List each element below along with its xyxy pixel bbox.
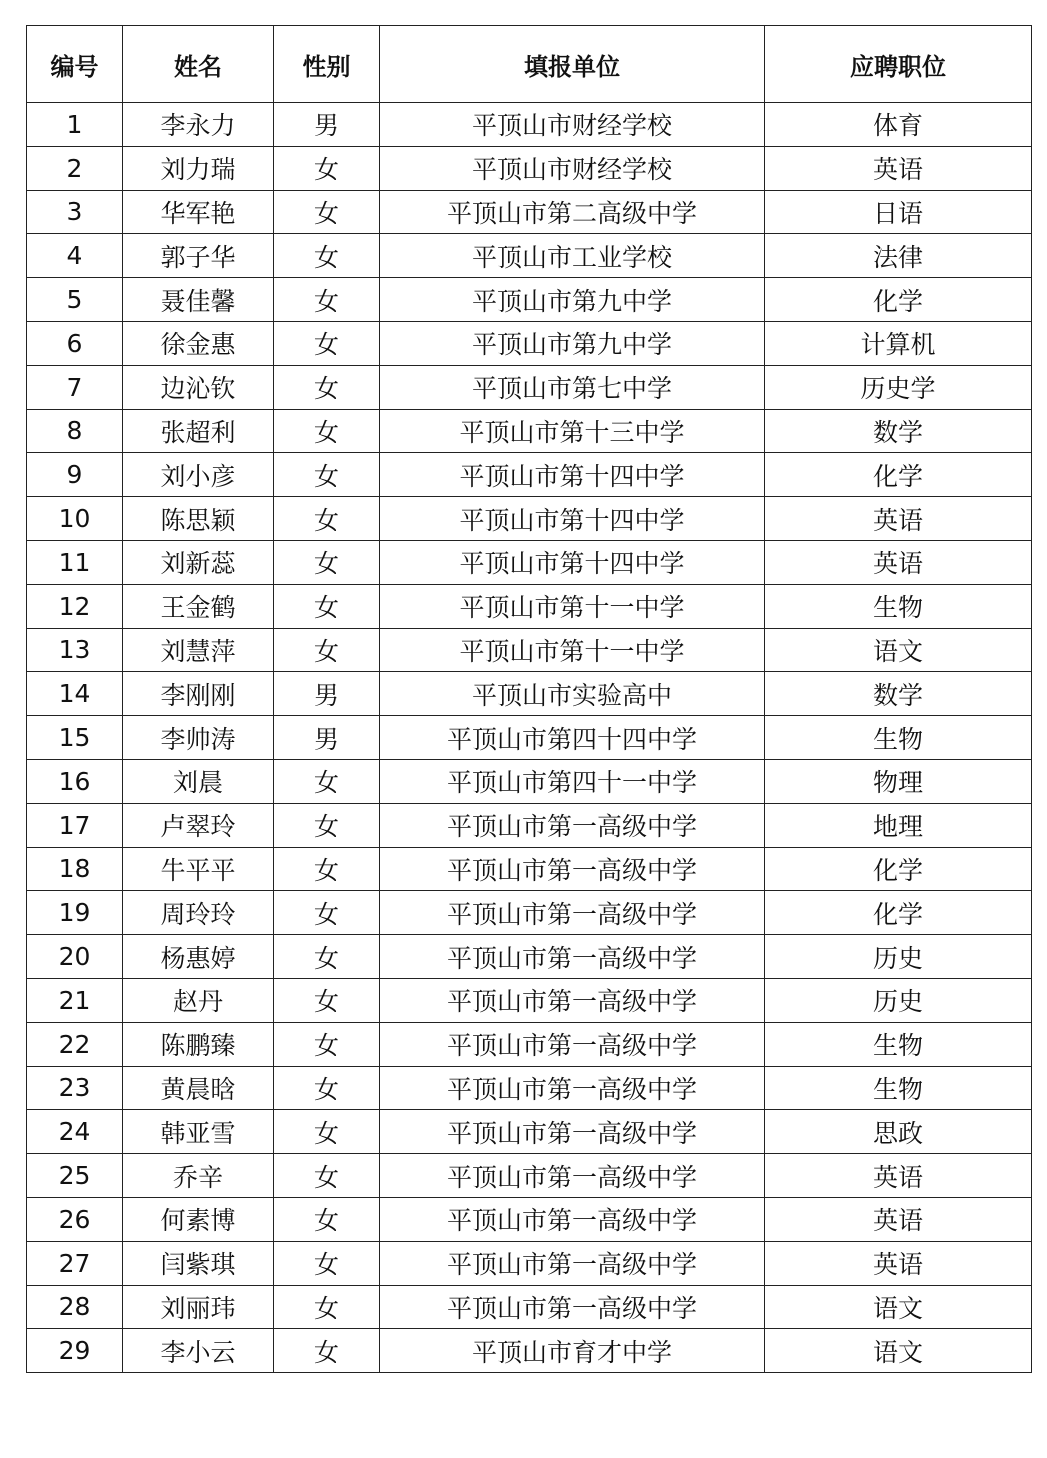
table-row (27, 759, 1032, 803)
table-row (27, 1022, 1032, 1066)
cell-gender: 女 (274, 321, 380, 365)
cell-number: 4 (27, 234, 123, 278)
cell-gender: 女 (274, 146, 380, 190)
cell-name: 张超利 (123, 409, 274, 453)
cell-position: 历史 (765, 935, 1032, 979)
cell-name: 李小云 (123, 1329, 274, 1373)
table-row (27, 540, 1032, 584)
cell-gender: 男 (274, 716, 380, 760)
cell-number: 24 (27, 1110, 123, 1154)
cell-name: 王金鹤 (123, 584, 274, 628)
header-number: 编号 (27, 26, 123, 103)
cell-name: 李帅涛 (123, 716, 274, 760)
table-row (27, 365, 1032, 409)
cell-number: 7 (27, 365, 123, 409)
cell-unit: 平顶山市第一高级中学 (380, 803, 765, 847)
cell-name: 郭子华 (123, 234, 274, 278)
cell-unit: 平顶山市第一高级中学 (380, 1241, 765, 1285)
table-row (27, 847, 1032, 891)
cell-number: 23 (27, 1066, 123, 1110)
cell-position: 化学 (765, 278, 1032, 322)
cell-name: 杨惠婷 (123, 935, 274, 979)
table-row (27, 453, 1032, 497)
cell-position: 生物 (765, 1066, 1032, 1110)
cell-gender: 女 (274, 278, 380, 322)
cell-unit: 平顶山市第一高级中学 (380, 891, 765, 935)
cell-position: 数学 (765, 409, 1032, 453)
cell-gender: 女 (274, 1022, 380, 1066)
cell-number: 10 (27, 497, 123, 541)
cell-position: 地理 (765, 803, 1032, 847)
table-row (27, 1241, 1032, 1285)
cell-number: 19 (27, 891, 123, 935)
cell-unit: 平顶山市财经学校 (380, 103, 765, 147)
table-row (27, 1066, 1032, 1110)
cell-unit: 平顶山市第一高级中学 (380, 1022, 765, 1066)
header-position: 应聘职位 (765, 26, 1032, 103)
cell-number: 22 (27, 1022, 123, 1066)
cell-gender: 女 (274, 1066, 380, 1110)
cell-position: 思政 (765, 1110, 1032, 1154)
table-row (27, 716, 1032, 760)
table-row (27, 1154, 1032, 1198)
cell-unit: 平顶山市第四十四中学 (380, 716, 765, 760)
cell-gender: 女 (274, 409, 380, 453)
cell-number: 1 (27, 103, 123, 147)
table-row (27, 278, 1032, 322)
cell-position: 化学 (765, 453, 1032, 497)
cell-gender: 女 (274, 1154, 380, 1198)
cell-position: 英语 (765, 1154, 1032, 1198)
cell-name: 乔辛 (123, 1154, 274, 1198)
cell-position: 英语 (765, 146, 1032, 190)
table-row (27, 1285, 1032, 1329)
cell-name: 黄晨晗 (123, 1066, 274, 1110)
table-body (27, 103, 1032, 1373)
cell-unit: 平顶山市财经学校 (380, 146, 765, 190)
table-row (27, 891, 1032, 935)
cell-name: 聂佳馨 (123, 278, 274, 322)
cell-number: 15 (27, 716, 123, 760)
cell-number: 11 (27, 540, 123, 584)
cell-unit: 平顶山市第十四中学 (380, 497, 765, 541)
cell-name: 刘力瑞 (123, 146, 274, 190)
cell-unit: 平顶山市第九中学 (380, 321, 765, 365)
cell-unit: 平顶山市第十四中学 (380, 540, 765, 584)
cell-position: 英语 (765, 497, 1032, 541)
cell-name: 刘慧萍 (123, 628, 274, 672)
table-row (27, 146, 1032, 190)
cell-gender: 女 (274, 628, 380, 672)
cell-name: 陈思颖 (123, 497, 274, 541)
cell-number: 8 (27, 409, 123, 453)
cell-number: 25 (27, 1154, 123, 1198)
cell-number: 18 (27, 847, 123, 891)
cell-name: 牛平平 (123, 847, 274, 891)
cell-name: 李永力 (123, 103, 274, 147)
cell-number: 26 (27, 1197, 123, 1241)
cell-gender: 男 (274, 103, 380, 147)
cell-name: 刘丽玮 (123, 1285, 274, 1329)
cell-position: 生物 (765, 1022, 1032, 1066)
cell-number: 13 (27, 628, 123, 672)
cell-unit: 平顶山市第一高级中学 (380, 1154, 765, 1198)
cell-number: 12 (27, 584, 123, 628)
cell-position: 物理 (765, 759, 1032, 803)
cell-name: 刘晨 (123, 759, 274, 803)
cell-gender: 女 (274, 803, 380, 847)
cell-gender: 女 (274, 978, 380, 1022)
cell-number: 21 (27, 978, 123, 1022)
cell-gender: 男 (274, 672, 380, 716)
cell-position: 化学 (765, 847, 1032, 891)
cell-gender: 女 (274, 497, 380, 541)
cell-name: 徐金惠 (123, 321, 274, 365)
cell-position: 历史学 (765, 365, 1032, 409)
cell-name: 边沁钦 (123, 365, 274, 409)
cell-name: 刘新蕊 (123, 540, 274, 584)
cell-name: 刘小彦 (123, 453, 274, 497)
cell-position: 历史 (765, 978, 1032, 1022)
cell-gender: 女 (274, 1285, 380, 1329)
cell-number: 28 (27, 1285, 123, 1329)
cell-unit: 平顶山市第四十一中学 (380, 759, 765, 803)
cell-position: 英语 (765, 1241, 1032, 1285)
cell-position: 语文 (765, 1329, 1032, 1373)
cell-gender: 女 (274, 1241, 380, 1285)
cell-gender: 女 (274, 1197, 380, 1241)
cell-number: 6 (27, 321, 123, 365)
cell-number: 9 (27, 453, 123, 497)
table-row (27, 803, 1032, 847)
cell-unit: 平顶山市第十一中学 (380, 628, 765, 672)
cell-unit: 平顶山市第一高级中学 (380, 1066, 765, 1110)
cell-unit: 平顶山市第一高级中学 (380, 1197, 765, 1241)
cell-number: 5 (27, 278, 123, 322)
cell-position: 法律 (765, 234, 1032, 278)
cell-unit: 平顶山市第二高级中学 (380, 190, 765, 234)
cell-name: 周玲玲 (123, 891, 274, 935)
cell-unit: 平顶山市第九中学 (380, 278, 765, 322)
cell-unit: 平顶山市第十一中学 (380, 584, 765, 628)
table-row (27, 321, 1032, 365)
cell-position: 化学 (765, 891, 1032, 935)
cell-number: 29 (27, 1329, 123, 1373)
cell-gender: 女 (274, 1329, 380, 1373)
cell-unit: 平顶山市育才中学 (380, 1329, 765, 1373)
cell-name: 赵丹 (123, 978, 274, 1022)
cell-unit: 平顶山市第十四中学 (380, 453, 765, 497)
cell-position: 计算机 (765, 321, 1032, 365)
table-row (27, 190, 1032, 234)
cell-gender: 女 (274, 584, 380, 628)
table-row (27, 234, 1032, 278)
cell-number: 16 (27, 759, 123, 803)
cell-name: 韩亚雪 (123, 1110, 274, 1154)
cell-position: 语文 (765, 1285, 1032, 1329)
cell-gender: 女 (274, 759, 380, 803)
table-row (27, 628, 1032, 672)
cell-position: 英语 (765, 540, 1032, 584)
cell-unit: 平顶山市实验高中 (380, 672, 765, 716)
cell-gender: 女 (274, 540, 380, 584)
cell-unit: 平顶山市第一高级中学 (380, 847, 765, 891)
cell-number: 14 (27, 672, 123, 716)
applicant-table (26, 25, 1032, 1373)
table-row (27, 1110, 1032, 1154)
cell-name: 李刚刚 (123, 672, 274, 716)
cell-gender: 女 (274, 1110, 380, 1154)
table-row (27, 978, 1032, 1022)
cell-position: 日语 (765, 190, 1032, 234)
cell-unit: 平顶山市第七中学 (380, 365, 765, 409)
table-row (27, 1329, 1032, 1373)
cell-gender: 女 (274, 453, 380, 497)
cell-unit: 平顶山市第一高级中学 (380, 978, 765, 1022)
cell-position: 体育 (765, 103, 1032, 147)
cell-position: 英语 (765, 1197, 1032, 1241)
table-header-row (27, 26, 1032, 103)
cell-unit: 平顶山市工业学校 (380, 234, 765, 278)
cell-position: 数学 (765, 672, 1032, 716)
cell-name: 卢翠玲 (123, 803, 274, 847)
table-row (27, 409, 1032, 453)
cell-name: 陈鹏臻 (123, 1022, 274, 1066)
table-row (27, 672, 1032, 716)
cell-position: 语文 (765, 628, 1032, 672)
cell-gender: 女 (274, 190, 380, 234)
cell-gender: 女 (274, 365, 380, 409)
cell-position: 生物 (765, 716, 1032, 760)
cell-unit: 平顶山市第一高级中学 (380, 1110, 765, 1154)
cell-position: 生物 (765, 584, 1032, 628)
table-row (27, 935, 1032, 979)
table-row (27, 497, 1032, 541)
table-row (27, 584, 1032, 628)
cell-name: 闫紫琪 (123, 1241, 274, 1285)
cell-number: 17 (27, 803, 123, 847)
cell-gender: 女 (274, 234, 380, 278)
cell-number: 20 (27, 935, 123, 979)
header-name: 姓名 (123, 26, 274, 103)
cell-name: 何素博 (123, 1197, 274, 1241)
cell-gender: 女 (274, 935, 380, 979)
header-unit: 填报单位 (380, 26, 765, 103)
cell-number: 27 (27, 1241, 123, 1285)
cell-unit: 平顶山市第一高级中学 (380, 1285, 765, 1329)
cell-gender: 女 (274, 847, 380, 891)
cell-unit: 平顶山市第一高级中学 (380, 935, 765, 979)
cell-number: 2 (27, 146, 123, 190)
cell-gender: 女 (274, 891, 380, 935)
header-gender: 性别 (274, 26, 380, 103)
table-row (27, 1197, 1032, 1241)
table-row (27, 103, 1032, 147)
cell-number: 3 (27, 190, 123, 234)
cell-name: 华军艳 (123, 190, 274, 234)
cell-unit: 平顶山市第十三中学 (380, 409, 765, 453)
